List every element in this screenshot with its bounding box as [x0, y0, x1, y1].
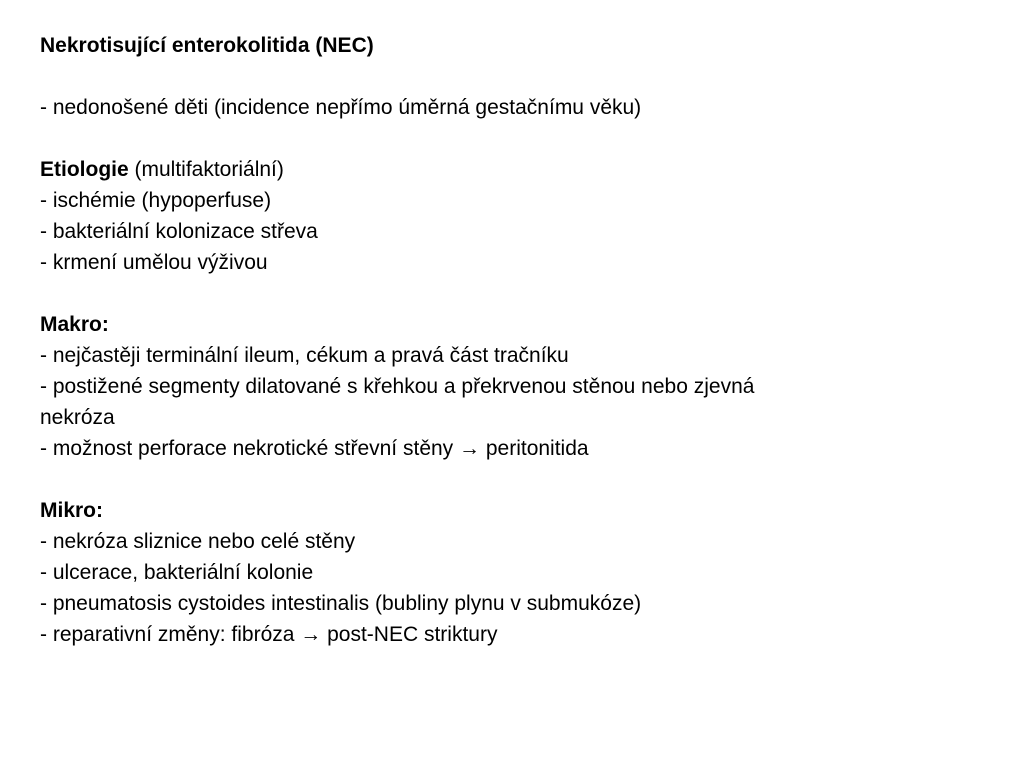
- list-item: - reparativní změny: fibróza → post-NEC striktury: [40, 623, 498, 646]
- etiology-heading-line: [40, 154, 940, 185]
- list-item: - nejčastěji terminální ileum, cékum a pravá část tračníku: [40, 344, 569, 367]
- page-title: Nekrotisující enterokolitida (NEC): [40, 34, 374, 57]
- etiology-heading-note: (multifaktoriální): [128, 158, 284, 181]
- etiology-heading: Etiologie: [40, 158, 129, 181]
- slide-content: [40, 30, 940, 650]
- list-item: - krmení umělou výživou: [40, 251, 268, 274]
- spacer: [40, 278, 940, 309]
- mikro-heading: Mikro:: [40, 499, 103, 522]
- spacer: [40, 123, 940, 154]
- mikro-section: [40, 495, 940, 650]
- list-item: nekróza: [40, 406, 115, 429]
- makro-heading: Makro:: [40, 313, 109, 336]
- list-item: - možnost perforace nekrotické střevní stěny → peritonitida: [40, 437, 589, 460]
- spacer: [40, 61, 940, 92]
- etiology-section: [40, 154, 940, 278]
- list-item: - pneumatosis cystoides intestinalis (bubliny plynu v submukóze): [40, 592, 642, 615]
- intro-text: - nedonošené děti (incidence nepřímo úměrná gestačnímu věku): [40, 96, 642, 119]
- list-item: - bakteriální kolonizace střeva: [40, 220, 318, 243]
- list-item: - nekróza sliznice nebo celé stěny: [40, 530, 356, 553]
- list-item: - postižené segmenty dilatované s křehkou a překrvenou stěnou nebo zjevná: [40, 375, 755, 398]
- spacer: [40, 464, 940, 495]
- makro-section: [40, 309, 940, 464]
- list-item: - ulcerace, bakteriální kolonie: [40, 561, 314, 584]
- list-item: - ischémie (hypoperfuse): [40, 189, 272, 212]
